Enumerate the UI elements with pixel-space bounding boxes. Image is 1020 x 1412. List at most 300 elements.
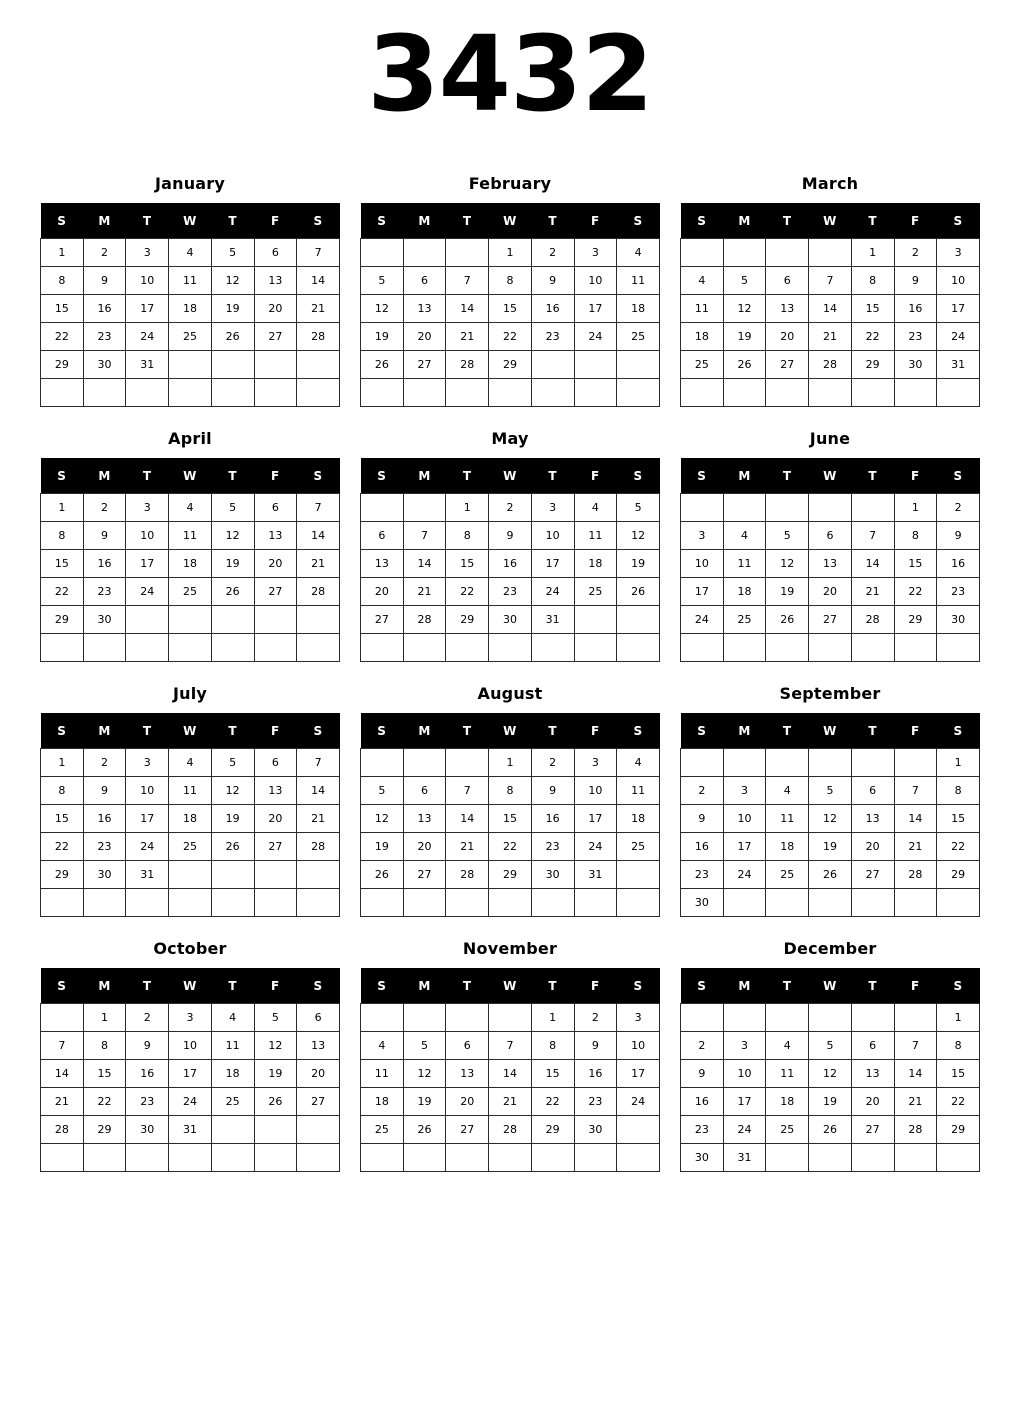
day-cell[interactable]: 27: [851, 1116, 894, 1144]
day-cell[interactable]: 15: [937, 1060, 980, 1088]
day-cell[interactable]: 4: [211, 1004, 254, 1032]
day-cell[interactable]: 22: [937, 1088, 980, 1116]
day-cell[interactable]: 14: [41, 1060, 84, 1088]
day-cell[interactable]: 29: [83, 1116, 126, 1144]
day-cell[interactable]: 26: [766, 606, 809, 634]
day-cell[interactable]: 9: [531, 777, 574, 805]
day-cell[interactable]: 7: [446, 777, 489, 805]
day-cell[interactable]: 17: [723, 833, 766, 861]
day-cell[interactable]: 10: [937, 267, 980, 295]
day-cell[interactable]: 22: [446, 578, 489, 606]
day-cell[interactable]: 20: [851, 833, 894, 861]
day-cell[interactable]: 25: [723, 606, 766, 634]
day-cell[interactable]: 26: [211, 833, 254, 861]
day-cell[interactable]: 22: [83, 1088, 126, 1116]
day-cell[interactable]: 31: [937, 351, 980, 379]
day-cell[interactable]: 6: [361, 522, 404, 550]
day-cell[interactable]: 19: [403, 1088, 446, 1116]
day-cell[interactable]: 8: [894, 522, 937, 550]
day-cell[interactable]: 17: [617, 1060, 660, 1088]
day-cell[interactable]: 28: [297, 578, 340, 606]
day-cell[interactable]: 2: [894, 239, 937, 267]
day-cell[interactable]: 12: [254, 1032, 297, 1060]
day-cell[interactable]: 6: [809, 522, 852, 550]
day-cell[interactable]: 8: [83, 1032, 126, 1060]
day-cell[interactable]: 23: [531, 323, 574, 351]
day-cell[interactable]: 7: [403, 522, 446, 550]
day-cell[interactable]: 1: [531, 1004, 574, 1032]
day-cell[interactable]: 22: [489, 833, 532, 861]
day-cell[interactable]: 9: [681, 805, 724, 833]
day-cell[interactable]: 25: [766, 1116, 809, 1144]
day-cell[interactable]: 12: [809, 805, 852, 833]
day-cell[interactable]: 27: [361, 606, 404, 634]
day-cell[interactable]: 18: [169, 550, 212, 578]
day-cell[interactable]: 27: [297, 1088, 340, 1116]
day-cell[interactable]: 17: [126, 805, 169, 833]
day-cell[interactable]: 30: [531, 861, 574, 889]
day-cell[interactable]: 19: [617, 550, 660, 578]
day-cell[interactable]: 17: [723, 1088, 766, 1116]
day-cell[interactable]: 2: [531, 239, 574, 267]
day-cell[interactable]: 31: [126, 861, 169, 889]
day-cell[interactable]: 26: [403, 1116, 446, 1144]
day-cell[interactable]: 3: [574, 239, 617, 267]
day-cell[interactable]: 16: [894, 295, 937, 323]
day-cell[interactable]: 3: [723, 777, 766, 805]
day-cell[interactable]: 19: [211, 805, 254, 833]
day-cell[interactable]: 2: [489, 494, 532, 522]
day-cell[interactable]: 5: [403, 1032, 446, 1060]
day-cell[interactable]: 8: [489, 777, 532, 805]
day-cell[interactable]: 14: [403, 550, 446, 578]
day-cell[interactable]: 12: [403, 1060, 446, 1088]
day-cell[interactable]: 15: [41, 805, 84, 833]
day-cell[interactable]: 11: [169, 267, 212, 295]
day-cell[interactable]: 27: [766, 351, 809, 379]
day-cell[interactable]: 9: [937, 522, 980, 550]
day-cell[interactable]: 7: [489, 1032, 532, 1060]
day-cell[interactable]: 31: [169, 1116, 212, 1144]
day-cell[interactable]: 11: [211, 1032, 254, 1060]
day-cell[interactable]: 24: [617, 1088, 660, 1116]
day-cell[interactable]: 4: [574, 494, 617, 522]
day-cell[interactable]: 3: [126, 239, 169, 267]
day-cell[interactable]: 5: [211, 239, 254, 267]
day-cell[interactable]: 5: [361, 267, 404, 295]
day-cell[interactable]: 6: [851, 777, 894, 805]
day-cell[interactable]: 30: [126, 1116, 169, 1144]
day-cell[interactable]: 5: [211, 749, 254, 777]
day-cell[interactable]: 29: [446, 606, 489, 634]
day-cell[interactable]: 5: [254, 1004, 297, 1032]
day-cell[interactable]: 24: [126, 578, 169, 606]
day-cell[interactable]: 27: [851, 861, 894, 889]
day-cell[interactable]: 22: [489, 323, 532, 351]
day-cell[interactable]: 19: [361, 323, 404, 351]
day-cell[interactable]: 13: [254, 777, 297, 805]
day-cell[interactable]: 8: [41, 267, 84, 295]
day-cell[interactable]: 31: [531, 606, 574, 634]
day-cell[interactable]: 11: [681, 295, 724, 323]
day-cell[interactable]: 14: [297, 777, 340, 805]
day-cell[interactable]: 11: [766, 805, 809, 833]
day-cell[interactable]: 15: [937, 805, 980, 833]
day-cell[interactable]: 10: [531, 522, 574, 550]
day-cell[interactable]: 15: [894, 550, 937, 578]
day-cell[interactable]: 6: [766, 267, 809, 295]
day-cell[interactable]: 12: [211, 777, 254, 805]
day-cell[interactable]: 8: [531, 1032, 574, 1060]
day-cell[interactable]: 8: [851, 267, 894, 295]
day-cell[interactable]: 7: [297, 494, 340, 522]
day-cell[interactable]: 2: [574, 1004, 617, 1032]
day-cell[interactable]: 30: [681, 1144, 724, 1172]
day-cell[interactable]: 18: [574, 550, 617, 578]
day-cell[interactable]: 17: [169, 1060, 212, 1088]
day-cell[interactable]: 4: [169, 749, 212, 777]
day-cell[interactable]: 24: [574, 323, 617, 351]
day-cell[interactable]: 25: [361, 1116, 404, 1144]
day-cell[interactable]: 20: [297, 1060, 340, 1088]
day-cell[interactable]: 4: [766, 777, 809, 805]
day-cell[interactable]: 18: [681, 323, 724, 351]
day-cell[interactable]: 2: [531, 749, 574, 777]
day-cell[interactable]: 10: [723, 805, 766, 833]
day-cell[interactable]: 20: [254, 550, 297, 578]
day-cell[interactable]: 5: [361, 777, 404, 805]
day-cell[interactable]: 15: [489, 805, 532, 833]
day-cell[interactable]: 20: [446, 1088, 489, 1116]
day-cell[interactable]: 17: [574, 295, 617, 323]
day-cell[interactable]: 4: [617, 749, 660, 777]
day-cell[interactable]: 3: [169, 1004, 212, 1032]
day-cell[interactable]: 18: [766, 1088, 809, 1116]
day-cell[interactable]: 4: [681, 267, 724, 295]
day-cell[interactable]: 21: [851, 578, 894, 606]
day-cell[interactable]: 22: [894, 578, 937, 606]
day-cell[interactable]: 29: [851, 351, 894, 379]
day-cell[interactable]: 16: [681, 1088, 724, 1116]
day-cell[interactable]: 26: [254, 1088, 297, 1116]
day-cell[interactable]: 24: [126, 833, 169, 861]
day-cell[interactable]: 19: [211, 550, 254, 578]
day-cell[interactable]: 19: [809, 833, 852, 861]
day-cell[interactable]: 10: [126, 777, 169, 805]
day-cell[interactable]: 3: [531, 494, 574, 522]
day-cell[interactable]: 20: [851, 1088, 894, 1116]
day-cell[interactable]: 23: [894, 323, 937, 351]
day-cell[interactable]: 24: [574, 833, 617, 861]
day-cell[interactable]: 30: [681, 889, 724, 917]
day-cell[interactable]: 16: [681, 833, 724, 861]
day-cell[interactable]: 4: [361, 1032, 404, 1060]
day-cell[interactable]: 20: [254, 295, 297, 323]
day-cell[interactable]: 11: [723, 550, 766, 578]
day-cell[interactable]: 24: [169, 1088, 212, 1116]
day-cell[interactable]: 27: [254, 833, 297, 861]
day-cell[interactable]: 1: [41, 494, 84, 522]
day-cell[interactable]: 31: [126, 351, 169, 379]
day-cell[interactable]: 20: [766, 323, 809, 351]
day-cell[interactable]: 1: [489, 749, 532, 777]
day-cell[interactable]: 22: [851, 323, 894, 351]
day-cell[interactable]: 26: [211, 578, 254, 606]
day-cell[interactable]: 30: [937, 606, 980, 634]
day-cell[interactable]: 10: [574, 777, 617, 805]
day-cell[interactable]: 11: [169, 522, 212, 550]
day-cell[interactable]: 6: [403, 777, 446, 805]
day-cell[interactable]: 1: [41, 749, 84, 777]
day-cell[interactable]: 11: [617, 777, 660, 805]
day-cell[interactable]: 24: [126, 323, 169, 351]
day-cell[interactable]: 9: [83, 522, 126, 550]
day-cell[interactable]: 25: [681, 351, 724, 379]
day-cell[interactable]: 8: [489, 267, 532, 295]
day-cell[interactable]: 8: [937, 1032, 980, 1060]
day-cell[interactable]: 23: [126, 1088, 169, 1116]
day-cell[interactable]: 1: [41, 239, 84, 267]
day-cell[interactable]: 9: [531, 267, 574, 295]
day-cell[interactable]: 22: [531, 1088, 574, 1116]
day-cell[interactable]: 15: [41, 295, 84, 323]
day-cell[interactable]: 19: [723, 323, 766, 351]
day-cell[interactable]: 19: [766, 578, 809, 606]
day-cell[interactable]: 3: [723, 1032, 766, 1060]
day-cell[interactable]: 21: [297, 550, 340, 578]
day-cell[interactable]: 13: [851, 1060, 894, 1088]
day-cell[interactable]: 22: [937, 833, 980, 861]
day-cell[interactable]: 6: [297, 1004, 340, 1032]
day-cell[interactable]: 30: [574, 1116, 617, 1144]
day-cell[interactable]: 25: [574, 578, 617, 606]
day-cell[interactable]: 27: [403, 351, 446, 379]
day-cell[interactable]: 18: [617, 295, 660, 323]
day-cell[interactable]: 3: [574, 749, 617, 777]
day-cell[interactable]: 17: [574, 805, 617, 833]
day-cell[interactable]: 10: [617, 1032, 660, 1060]
day-cell[interactable]: 9: [83, 777, 126, 805]
day-cell[interactable]: 30: [894, 351, 937, 379]
day-cell[interactable]: 23: [83, 833, 126, 861]
day-cell[interactable]: 6: [254, 494, 297, 522]
day-cell[interactable]: 16: [83, 805, 126, 833]
day-cell[interactable]: 26: [361, 351, 404, 379]
day-cell[interactable]: 26: [809, 1116, 852, 1144]
day-cell[interactable]: 23: [83, 578, 126, 606]
day-cell[interactable]: 29: [531, 1116, 574, 1144]
day-cell[interactable]: 7: [894, 1032, 937, 1060]
day-cell[interactable]: 6: [851, 1032, 894, 1060]
day-cell[interactable]: 29: [41, 606, 84, 634]
day-cell[interactable]: 3: [681, 522, 724, 550]
day-cell[interactable]: 21: [297, 295, 340, 323]
day-cell[interactable]: 28: [489, 1116, 532, 1144]
day-cell[interactable]: 25: [169, 578, 212, 606]
day-cell[interactable]: 21: [446, 323, 489, 351]
day-cell[interactable]: 9: [83, 267, 126, 295]
day-cell[interactable]: 2: [83, 749, 126, 777]
day-cell[interactable]: 10: [126, 522, 169, 550]
day-cell[interactable]: 24: [723, 1116, 766, 1144]
day-cell[interactable]: 21: [446, 833, 489, 861]
day-cell[interactable]: 28: [446, 351, 489, 379]
day-cell[interactable]: 13: [446, 1060, 489, 1088]
day-cell[interactable]: 19: [254, 1060, 297, 1088]
day-cell[interactable]: 15: [446, 550, 489, 578]
day-cell[interactable]: 26: [361, 861, 404, 889]
day-cell[interactable]: 18: [361, 1088, 404, 1116]
day-cell[interactable]: 30: [83, 606, 126, 634]
day-cell[interactable]: 8: [41, 522, 84, 550]
day-cell[interactable]: 10: [681, 550, 724, 578]
day-cell[interactable]: 5: [617, 494, 660, 522]
day-cell[interactable]: 6: [446, 1032, 489, 1060]
day-cell[interactable]: 19: [211, 295, 254, 323]
day-cell[interactable]: 18: [723, 578, 766, 606]
day-cell[interactable]: 13: [403, 295, 446, 323]
day-cell[interactable]: 13: [361, 550, 404, 578]
day-cell[interactable]: 16: [83, 295, 126, 323]
day-cell[interactable]: 25: [617, 323, 660, 351]
day-cell[interactable]: 5: [809, 1032, 852, 1060]
day-cell[interactable]: 28: [894, 1116, 937, 1144]
day-cell[interactable]: 25: [169, 833, 212, 861]
day-cell[interactable]: 7: [851, 522, 894, 550]
day-cell[interactable]: 17: [681, 578, 724, 606]
day-cell[interactable]: 29: [894, 606, 937, 634]
day-cell[interactable]: 12: [211, 522, 254, 550]
day-cell[interactable]: 23: [531, 833, 574, 861]
day-cell[interactable]: 28: [403, 606, 446, 634]
day-cell[interactable]: 28: [297, 323, 340, 351]
day-cell[interactable]: 2: [83, 494, 126, 522]
day-cell[interactable]: 5: [766, 522, 809, 550]
day-cell[interactable]: 23: [937, 578, 980, 606]
day-cell[interactable]: 14: [297, 267, 340, 295]
day-cell[interactable]: 25: [617, 833, 660, 861]
day-cell[interactable]: 27: [403, 861, 446, 889]
day-cell[interactable]: 1: [937, 749, 980, 777]
day-cell[interactable]: 19: [809, 1088, 852, 1116]
day-cell[interactable]: 25: [169, 323, 212, 351]
day-cell[interactable]: 29: [41, 861, 84, 889]
day-cell[interactable]: 27: [446, 1116, 489, 1144]
day-cell[interactable]: 12: [766, 550, 809, 578]
day-cell[interactable]: 12: [723, 295, 766, 323]
day-cell[interactable]: 13: [254, 522, 297, 550]
day-cell[interactable]: 18: [766, 833, 809, 861]
day-cell[interactable]: 4: [169, 239, 212, 267]
day-cell[interactable]: 17: [126, 295, 169, 323]
day-cell[interactable]: 24: [723, 861, 766, 889]
day-cell[interactable]: 13: [851, 805, 894, 833]
day-cell[interactable]: 7: [894, 777, 937, 805]
day-cell[interactable]: 8: [937, 777, 980, 805]
day-cell[interactable]: 21: [41, 1088, 84, 1116]
day-cell[interactable]: 20: [403, 833, 446, 861]
day-cell[interactable]: 22: [41, 323, 84, 351]
day-cell[interactable]: 3: [937, 239, 980, 267]
day-cell[interactable]: 14: [851, 550, 894, 578]
day-cell[interactable]: 13: [809, 550, 852, 578]
day-cell[interactable]: 17: [937, 295, 980, 323]
day-cell[interactable]: 18: [169, 805, 212, 833]
day-cell[interactable]: 28: [446, 861, 489, 889]
day-cell[interactable]: 11: [169, 777, 212, 805]
day-cell[interactable]: 26: [809, 861, 852, 889]
day-cell[interactable]: 17: [531, 550, 574, 578]
day-cell[interactable]: 13: [297, 1032, 340, 1060]
day-cell[interactable]: 16: [937, 550, 980, 578]
day-cell[interactable]: 27: [254, 578, 297, 606]
day-cell[interactable]: 3: [126, 749, 169, 777]
day-cell[interactable]: 15: [531, 1060, 574, 1088]
day-cell[interactable]: 26: [723, 351, 766, 379]
day-cell[interactable]: 1: [937, 1004, 980, 1032]
day-cell[interactable]: 12: [361, 295, 404, 323]
day-cell[interactable]: 9: [574, 1032, 617, 1060]
day-cell[interactable]: 22: [41, 578, 84, 606]
day-cell[interactable]: 6: [254, 239, 297, 267]
day-cell[interactable]: 26: [211, 323, 254, 351]
day-cell[interactable]: 18: [169, 295, 212, 323]
day-cell[interactable]: 21: [489, 1088, 532, 1116]
day-cell[interactable]: 20: [361, 578, 404, 606]
day-cell[interactable]: 26: [617, 578, 660, 606]
day-cell[interactable]: 1: [489, 239, 532, 267]
day-cell[interactable]: 23: [83, 323, 126, 351]
day-cell[interactable]: 29: [41, 351, 84, 379]
day-cell[interactable]: 29: [489, 351, 532, 379]
day-cell[interactable]: 24: [531, 578, 574, 606]
day-cell[interactable]: 9: [894, 267, 937, 295]
day-cell[interactable]: 28: [41, 1116, 84, 1144]
day-cell[interactable]: 14: [894, 805, 937, 833]
day-cell[interactable]: 6: [403, 267, 446, 295]
day-cell[interactable]: 23: [681, 1116, 724, 1144]
day-cell[interactable]: 28: [297, 833, 340, 861]
day-cell[interactable]: 14: [446, 295, 489, 323]
day-cell[interactable]: 14: [894, 1060, 937, 1088]
day-cell[interactable]: 23: [489, 578, 532, 606]
day-cell[interactable]: 12: [617, 522, 660, 550]
day-cell[interactable]: 1: [83, 1004, 126, 1032]
day-cell[interactable]: 14: [489, 1060, 532, 1088]
day-cell[interactable]: 24: [681, 606, 724, 634]
day-cell[interactable]: 21: [297, 805, 340, 833]
day-cell[interactable]: 1: [851, 239, 894, 267]
day-cell[interactable]: 20: [254, 805, 297, 833]
day-cell[interactable]: 30: [83, 861, 126, 889]
day-cell[interactable]: 28: [894, 861, 937, 889]
day-cell[interactable]: 2: [681, 777, 724, 805]
day-cell[interactable]: 29: [489, 861, 532, 889]
day-cell[interactable]: 4: [617, 239, 660, 267]
day-cell[interactable]: 16: [126, 1060, 169, 1088]
day-cell[interactable]: 10: [126, 267, 169, 295]
day-cell[interactable]: 23: [681, 861, 724, 889]
day-cell[interactable]: 17: [126, 550, 169, 578]
day-cell[interactable]: 10: [574, 267, 617, 295]
day-cell[interactable]: 2: [681, 1032, 724, 1060]
day-cell[interactable]: 18: [617, 805, 660, 833]
day-cell[interactable]: 16: [574, 1060, 617, 1088]
day-cell[interactable]: 11: [574, 522, 617, 550]
day-cell[interactable]: 23: [574, 1088, 617, 1116]
day-cell[interactable]: 7: [446, 267, 489, 295]
day-cell[interactable]: 7: [297, 749, 340, 777]
